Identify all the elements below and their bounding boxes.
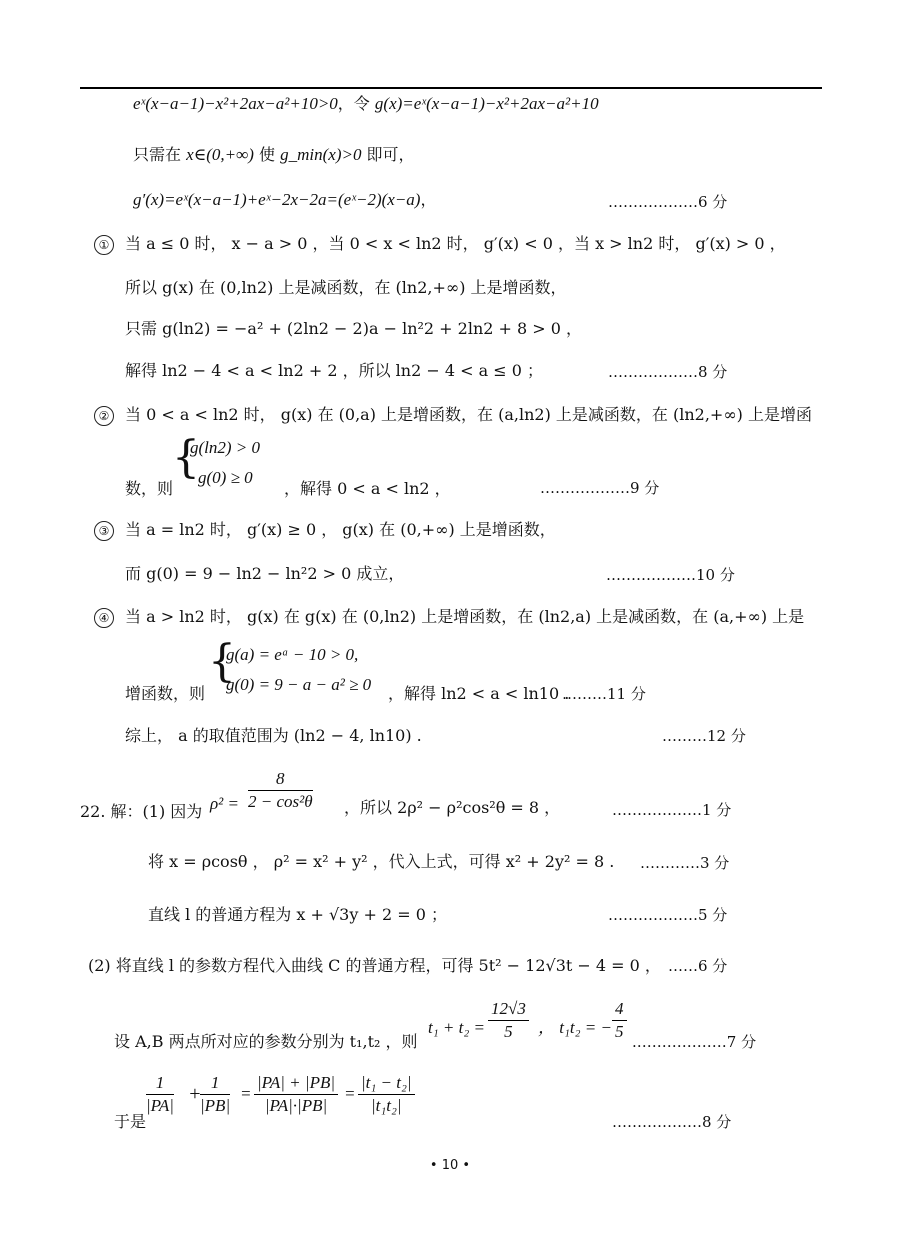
- fraction-numerator: |t₁ − t₂|: [358, 1072, 415, 1095]
- product-lhs: ， t₁t₂ = −: [538, 1018, 612, 1037]
- case-1-marker: ①: [94, 235, 114, 255]
- case-1-line-1: 当 a ≤ 0 时， x − a > 0 ，当 0 < x < ln2 时， g′(x) < 0 ，当 x > ln2 时， g′(x) > 0 ，: [125, 234, 786, 253]
- text: ，: [420, 190, 437, 209]
- score-3: …………3 分: [640, 854, 730, 872]
- inequality: eˣ(x−a−1)−x²+2ax−a²+10>0: [133, 94, 338, 113]
- text: 使: [259, 145, 276, 164]
- frac-t-diff: [358, 1072, 415, 1117]
- page-number: • 10 •: [429, 1158, 471, 1173]
- case-2-post: ，解得 0 < a < ln2 ，: [284, 479, 451, 498]
- case-1-line-3: 只需 g(ln2) = −a² + (2ln2 − 2)a − ln²2 + 2ln2 + 8 > 0 ，: [125, 319, 583, 338]
- text: ，令: [337, 94, 370, 113]
- derivative-math: g′(x)=eˣ(x−a−1)+eˣ−2x−2a=(eˣ−2)(x−a): [133, 190, 421, 209]
- equals-sign: =: [344, 1084, 356, 1103]
- sum-lhs: t₁ + t₂ =: [428, 1018, 485, 1037]
- score-8b: ………………8 分: [612, 1113, 732, 1131]
- case-2-line-1: 当 0 < a < ln2 时， g(x) 在 (0,a) 上是增函数，在 (a,ln2) 上是减函数，在 (ln2,+∞) 上是增函: [125, 405, 812, 424]
- fraction-denominator: 2 − cos²θ: [248, 792, 313, 811]
- product-fraction: [612, 998, 627, 1043]
- rho-fraction: [248, 768, 313, 813]
- score-6b: ……6 分: [668, 957, 728, 975]
- case-4-line-1: 当 a > ln2 时， g(x) 在 g(x) 在 (0,ln2) 上是增函数，在 (ln2,a) 上是减函数，在 (a,+∞) 上是: [125, 607, 805, 626]
- domain-math: x∈(0,+∞): [186, 145, 254, 164]
- fraction-denominator: 5: [615, 1022, 624, 1041]
- score-8: ………………8 分: [608, 363, 728, 381]
- case-2-pre: 数，则: [125, 479, 174, 498]
- g-definition: g(x)=eˣ(x−a−1)−x²+2ax−a²+10: [374, 94, 599, 113]
- gmin-math: g_min(x)>0: [280, 145, 362, 164]
- fraction-numerator: 8: [248, 768, 313, 791]
- fraction-numerator: 4: [612, 998, 627, 1021]
- text: 只需在: [133, 145, 182, 164]
- problem-22-intro: 22. 解：(1) 因为: [80, 802, 203, 821]
- problem-22-yu: 于是: [114, 1112, 147, 1131]
- score-1: ………………1 分: [612, 801, 732, 819]
- top-rule: [80, 87, 822, 89]
- case-2-sys-1: g(ln2) > 0: [190, 438, 261, 457]
- score-5: ………………5 分: [608, 906, 728, 924]
- plus-sign: +: [188, 1083, 202, 1105]
- fraction-numerator: |PA| + |PB|: [254, 1072, 338, 1095]
- fraction-numerator: 12√3: [488, 998, 529, 1021]
- sum-fraction: [488, 998, 529, 1043]
- score-6: ………………6 分: [608, 193, 728, 211]
- score-11: ………11 分: [562, 685, 646, 703]
- score-12: ………12 分: [662, 727, 746, 745]
- frac-1-pa: [146, 1072, 174, 1117]
- frac-1-pb: [200, 1072, 230, 1117]
- fraction-denominator: |PB|: [200, 1096, 231, 1115]
- case-3-marker: ③: [94, 521, 114, 541]
- case-2-sys-2: g(0) ≥ 0: [198, 468, 253, 487]
- equals-sign: =: [240, 1084, 252, 1103]
- fraction-denominator: |t₁t₂|: [370, 1096, 402, 1115]
- case-3-line-1: 当 a = ln2 时， g′(x) ≥ 0 ， g(x) 在 (0,+∞) 上是增函数，: [125, 520, 556, 539]
- fraction-numerator: 1: [146, 1072, 174, 1095]
- case-4-sys-1: g(a) = eᵃ − 10 > 0,: [226, 645, 359, 664]
- problem-22-conclusion: ，所以 2ρ² − ρ²cos²θ = 8 ，: [344, 798, 561, 817]
- case-4-post: ，解得 ln2 < a < ln10 .: [388, 684, 570, 703]
- fraction-numerator: 1: [200, 1072, 230, 1095]
- case-2-marker: ②: [94, 406, 114, 426]
- rho-squared-lhs: ρ² =: [210, 794, 239, 813]
- case-4-sys-2: g(0) = 9 − a − a² ≥ 0: [226, 675, 372, 694]
- line-3: [133, 188, 436, 212]
- case-4-marker: ④: [94, 608, 114, 628]
- frac-sum-over-product: [254, 1072, 338, 1117]
- fraction-denominator: |PA|: [146, 1096, 174, 1115]
- system-brace: {: [172, 432, 200, 483]
- problem-22-part-2: (2) 将直线 l 的参数方程代入曲线 C 的普通方程，可得 5t² − 12√3t − 4 = 0 ，: [88, 956, 661, 975]
- case-3-line-2: 而 g(0) = 9 − ln2 − ln²2 > 0 成立，: [125, 564, 405, 583]
- line-2: [133, 143, 415, 167]
- case-1-line-4: 解得 ln2 − 4 < a < ln2 + 2 ，所以 ln2 − 4 < a ≤ 0 ；: [125, 361, 543, 380]
- fraction-denominator: 5: [504, 1022, 513, 1041]
- summary-line: 综上， a 的取值范围为 (ln2 − 4, ln10) .: [125, 726, 422, 745]
- text: 即可，: [366, 145, 415, 164]
- problem-22-set: 设 A,B 两点所对应的参数分别为 t₁,t₂ ，则: [114, 1032, 418, 1051]
- score-7: .………………7 分: [632, 1033, 757, 1051]
- case-1-line-2: 所以 g(x) 在 (0,ln2) 上是减函数，在 (ln2,+∞) 上是增函数，: [125, 278, 567, 297]
- score-9: ………………9 分: [540, 479, 660, 497]
- system-brace: {: [208, 636, 236, 687]
- fraction-denominator: |PA|·|PB|: [264, 1096, 328, 1115]
- problem-22-line-2: 将 x = ρcosθ ， ρ² = x² + y² ，代入上式，可得 x² + 2y² = 8 .: [148, 852, 615, 871]
- problem-22-line-3: 直线 l 的普通方程为 x + √3y + 2 = 0 ；: [148, 905, 447, 924]
- line-1: [133, 92, 599, 116]
- case-4-pre: 增函数，则: [125, 684, 206, 703]
- score-10: ………………10 分: [606, 566, 735, 584]
